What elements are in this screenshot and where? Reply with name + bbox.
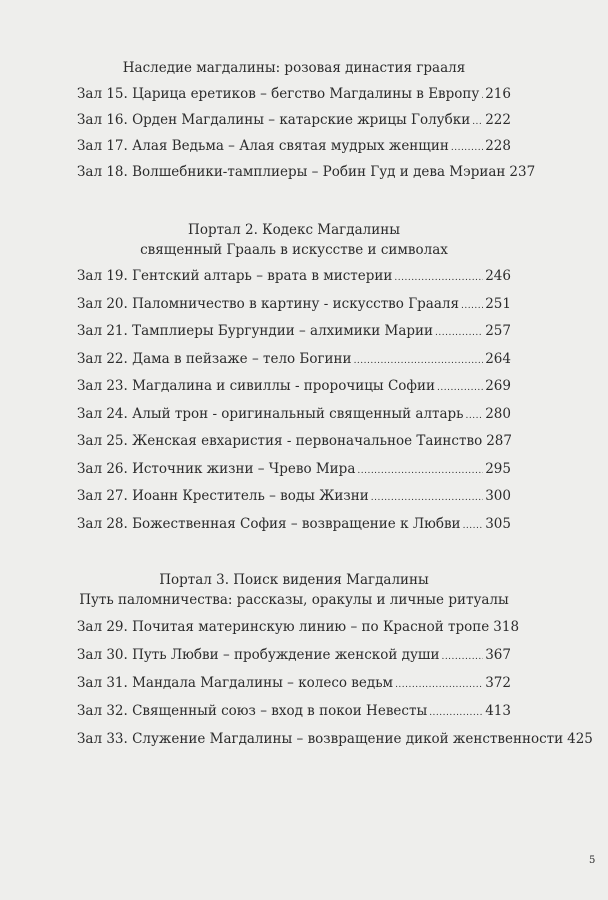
entry-page: 413 bbox=[485, 703, 511, 719]
section-heading: Портал 3. Поиск видения Магдалины bbox=[159, 572, 429, 588]
entry-page: 251 bbox=[485, 295, 511, 312]
toc-entry bbox=[77, 159, 536, 185]
toc-entry bbox=[77, 373, 511, 401]
toc-entry bbox=[77, 291, 511, 319]
dot-leader bbox=[451, 133, 483, 161]
entry-title: Зал 21. Тамплиеры Бургундии – алхимики Марии bbox=[77, 323, 434, 339]
entry-title: Зал 27. Иоанн Креститель – воды Жизни bbox=[77, 488, 369, 504]
toc-entry bbox=[77, 697, 511, 725]
entry-page: 222 bbox=[485, 112, 511, 128]
entry-title: Зал 29. Почитая материнскую линию – по Красной тропе bbox=[77, 619, 490, 635]
entry-page: 269 bbox=[485, 378, 511, 394]
entry-title: Зал 18. Волшебники-тамплиеры – Робин Гуд и дева Мэриан bbox=[77, 164, 506, 180]
entry-page: 237 bbox=[509, 164, 536, 180]
toc-entry bbox=[77, 81, 511, 107]
entry-title: Зал 28. Божественная София – возвращение к Любви bbox=[77, 515, 461, 532]
entry-page: 216 bbox=[485, 86, 511, 102]
page-number: 5 bbox=[589, 855, 596, 866]
toc-entry bbox=[77, 725, 593, 753]
entry-title: Зал 17. Алая Ведьма – Алая святая мудрых женщин bbox=[77, 138, 449, 154]
entry-page: 287 bbox=[486, 433, 512, 449]
dot-leader bbox=[441, 641, 483, 671]
toc-entry bbox=[77, 428, 511, 456]
toc-section-1 bbox=[77, 58, 536, 185]
entry-page: 257 bbox=[485, 323, 511, 339]
toc-entry bbox=[77, 669, 511, 697]
toc-section-2 bbox=[77, 220, 511, 538]
entry-title: Зал 33. Служение Магдалины – возвращение дикой женственности bbox=[77, 731, 564, 747]
entry-page: 372 bbox=[485, 675, 511, 691]
section-heading: Портал 2. Кодекс Магдалины bbox=[188, 222, 400, 238]
dot-leader bbox=[395, 669, 483, 699]
toc-entry bbox=[77, 456, 511, 484]
toc-entry bbox=[77, 511, 511, 539]
entry-title: Зал 19. Гентский алтарь – врата в мистерии bbox=[77, 268, 393, 284]
entry-page: 280 bbox=[485, 405, 511, 422]
dot-leader bbox=[437, 373, 483, 403]
entry-page: 318 bbox=[493, 619, 520, 635]
entry-title: Зал 22. Дама в пейзаже – тело Богини bbox=[77, 350, 352, 367]
toc-entry bbox=[77, 401, 511, 429]
entry-title: Зал 15. Царица еретиков – бегство Магдалины в Европу bbox=[77, 86, 480, 102]
entry-title: Зал 24. Алый трон - оригинальный священный алтарь bbox=[77, 405, 464, 422]
section-heading: Наследие магдалины: розовая династия грааля bbox=[122, 60, 466, 76]
dot-leader bbox=[463, 511, 484, 541]
toc-entry bbox=[77, 613, 520, 641]
entry-title: Зал 26. Источник жизни – Чрево Мира bbox=[77, 460, 356, 477]
entry-title: Зал 23. Магдалина и сивиллы - пророчицы Софии bbox=[77, 378, 435, 394]
entry-page: 246 bbox=[485, 268, 511, 284]
entry-page: 305 bbox=[485, 515, 511, 532]
dot-leader bbox=[435, 318, 483, 348]
dot-leader bbox=[466, 401, 484, 431]
section-heading: Путь паломничества: рассказы, оракулы и личные ритуалы bbox=[79, 592, 509, 608]
entry-title: Зал 25. Женская евхаристия - первоначальное Таинство bbox=[77, 433, 483, 449]
toc-entry bbox=[77, 107, 511, 133]
entry-title: Зал 31. Мандала Магдалины – колесо ведьм bbox=[77, 675, 394, 691]
dot-leader bbox=[461, 291, 483, 321]
toc-section-3 bbox=[77, 570, 593, 753]
entry-page: 295 bbox=[485, 460, 511, 477]
entry-title: Зал 32. Священный союз – вход в покои Невесты bbox=[77, 703, 428, 719]
dot-leader bbox=[481, 81, 483, 109]
toc-entry bbox=[77, 641, 511, 669]
entry-page: 300 bbox=[485, 488, 511, 504]
dot-leader bbox=[357, 456, 483, 486]
section-heading: священный Грааль в искусстве и символах bbox=[140, 242, 448, 258]
toc-entry bbox=[77, 263, 511, 291]
dot-leader bbox=[429, 697, 483, 727]
entry-page: 425 bbox=[567, 731, 593, 747]
dot-leader bbox=[472, 107, 483, 135]
dot-leader bbox=[354, 346, 484, 376]
entry-title: Зал 16. Орден Магдалины – катарские жрицы Голубки bbox=[77, 112, 471, 128]
entry-page: 228 bbox=[485, 138, 511, 154]
entry-title: Зал 30. Путь Любви – пробуждение женской души bbox=[77, 647, 440, 663]
toc-entry bbox=[77, 318, 511, 346]
toc-entry bbox=[77, 483, 511, 511]
toc-entry bbox=[77, 133, 511, 159]
toc-entry bbox=[77, 346, 511, 374]
entry-page: 367 bbox=[485, 647, 511, 663]
entry-title: Зал 20. Паломничество в картину - искусство Грааля bbox=[77, 295, 459, 312]
entry-page: 264 bbox=[485, 350, 511, 367]
dot-leader bbox=[394, 263, 483, 293]
dot-leader bbox=[371, 483, 483, 513]
